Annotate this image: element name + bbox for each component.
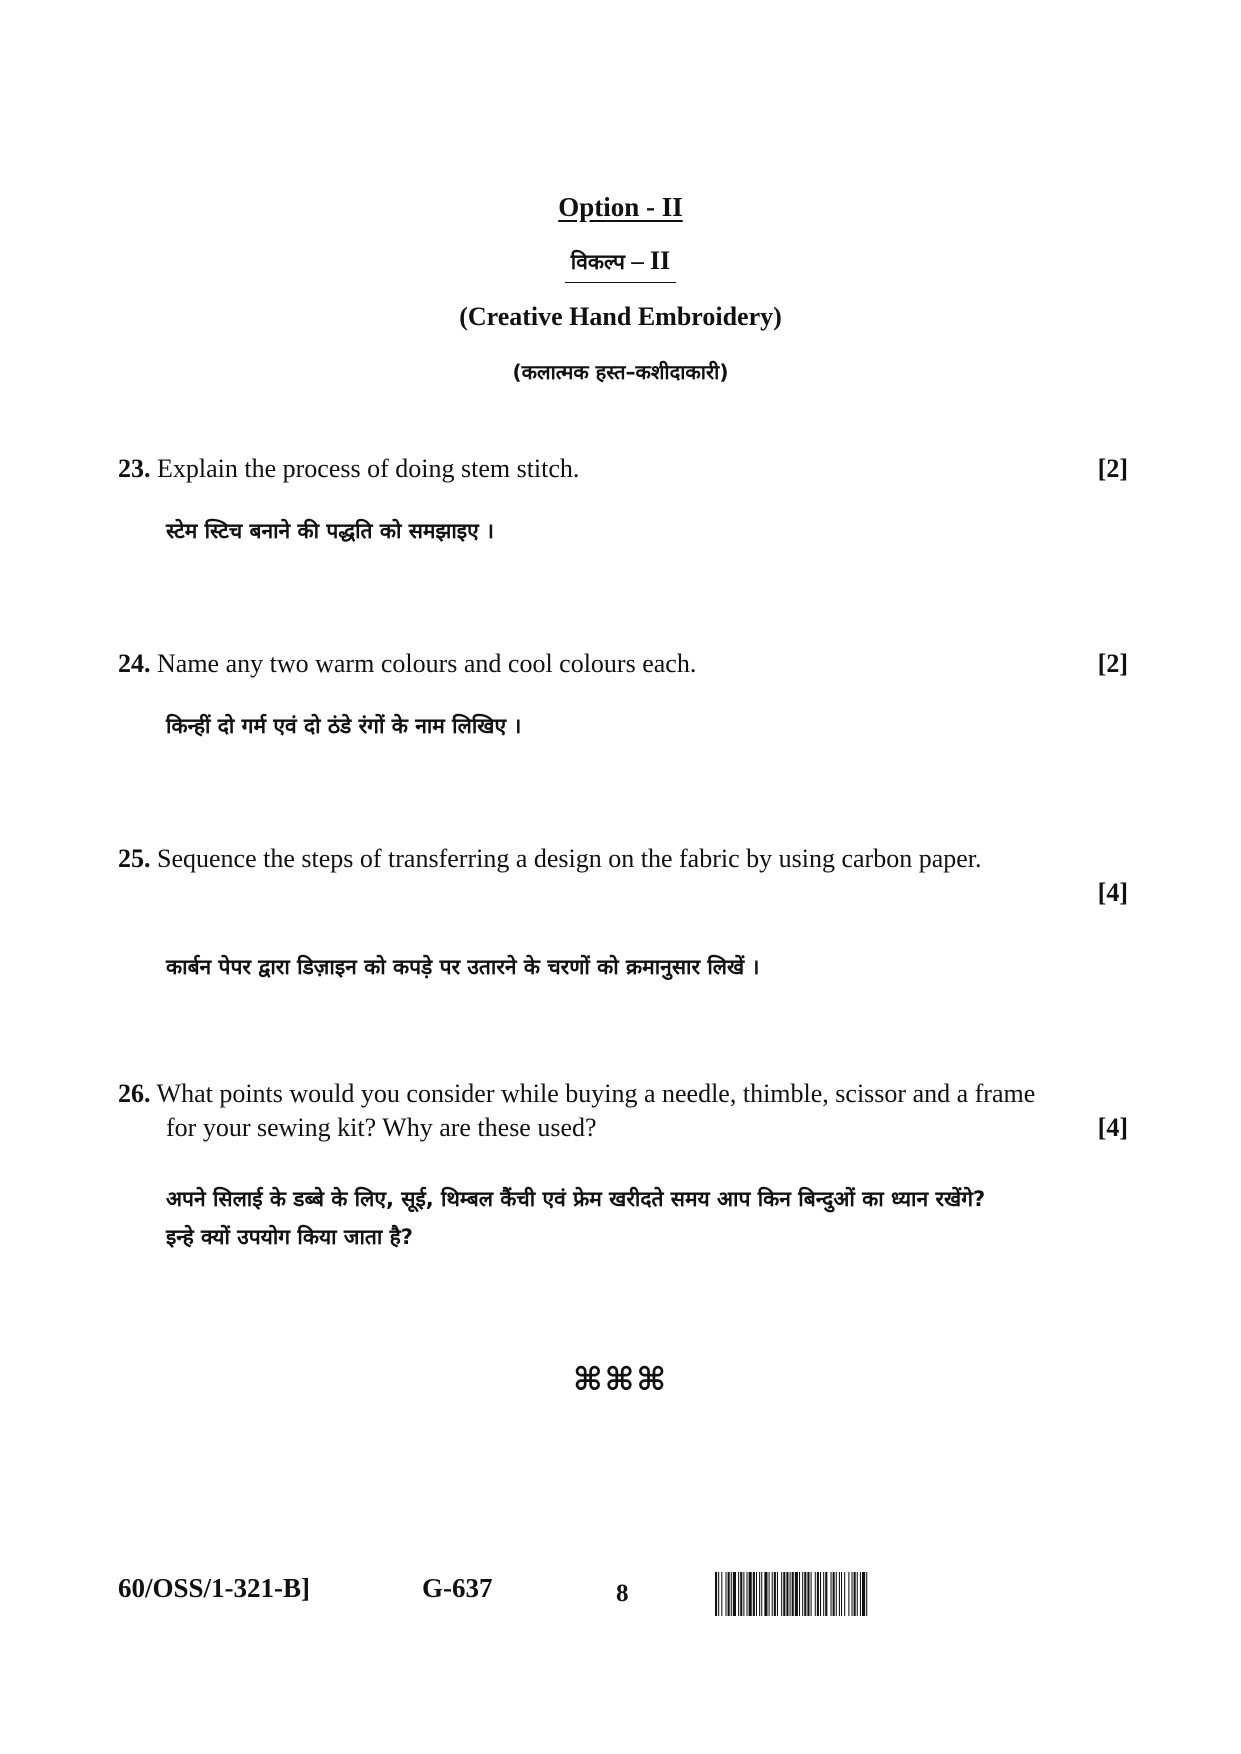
question-26-line-2 — [118, 1111, 1128, 1145]
question-23-hindi: स्टेम स्टिच बनाने की पद्धति को समझाइए । — [166, 519, 494, 543]
question-text-line-1: What points would you consider while buying a needle, thimble, scissor and a frame — [156, 1079, 1036, 1108]
question-number: 24. — [118, 649, 151, 678]
question-23 — [118, 452, 1128, 486]
option-hindi-numeral: II — [649, 246, 671, 275]
question-24-line — [118, 647, 1128, 681]
question-number: 26. — [118, 1079, 151, 1108]
option-title-text: Option - II — [558, 192, 683, 222]
option-hindi-dash: – — [631, 248, 644, 275]
question-26-hindi — [166, 1180, 1146, 1256]
question-25-marks: [4] — [1097, 878, 1128, 907]
question-24-text-wrap — [118, 647, 696, 681]
question-23-line — [118, 452, 1128, 486]
question-26 — [118, 1077, 1128, 1145]
section-subtitle-hindi: (कलात्मक हस्त–कशीदाकारी) — [512, 360, 729, 384]
option-title — [0, 192, 1241, 223]
question-24 — [118, 647, 1128, 681]
page-number: 8 — [616, 1580, 629, 1607]
section-subtitle: (Creative Hand Embroidery) — [459, 302, 782, 331]
option-title-hindi-underlined — [565, 246, 676, 283]
question-number: 25. — [118, 844, 151, 873]
question-marks: [2] — [1097, 454, 1128, 483]
question-26-hindi-line-1: अपने सिलाई के डब्बे के लिए, सूई, थिम्बल कैंची एवं फ्रेम खरीदते समय आप किन बिन्दुओं का ध्यान रखेंगे? — [166, 1187, 986, 1211]
question-25-hindi: कार्बन पेपर द्वारा डिज़ाइन को कपड़े पर उतारने के चरणों को क्रमानुसार लिखें । — [166, 955, 760, 979]
question-26-line-1 — [118, 1077, 1128, 1111]
question-marks: [2] — [1097, 649, 1128, 678]
question-text: Sequence the steps of transferring a design on the fabric by using carbon paper. — [157, 844, 982, 873]
end-of-paper-mark: ⌘⌘⌘ — [572, 1360, 669, 1398]
question-text: Explain the process of doing stem stitch. — [157, 454, 580, 483]
question-marks: [4] — [1097, 1113, 1128, 1142]
barcode-image — [715, 1572, 990, 1616]
question-23-text-wrap — [118, 452, 579, 486]
question-25 — [118, 842, 1128, 876]
question-text: Name any two warm colours and cool colours each. — [157, 649, 697, 678]
question-text-line-2: for your sewing kit? Why are these used? — [166, 1113, 597, 1142]
question-25-line — [118, 842, 1128, 876]
option-hindi-word: विकल्प — [570, 250, 625, 274]
paper-series: G-637 — [422, 1573, 493, 1603]
question-24-hindi: किन्हीं दो गर्म एवं दो ठंडे रंगों के नाम लिखिए । — [166, 714, 522, 738]
option-title-hindi — [0, 246, 1241, 283]
question-number: 23. — [118, 454, 151, 483]
paper-code: 60/OSS/1-321-B] — [118, 1573, 311, 1603]
question-26-hindi-line-2: इन्हे क्यों उपयोग किया जाता है? — [166, 1225, 413, 1249]
